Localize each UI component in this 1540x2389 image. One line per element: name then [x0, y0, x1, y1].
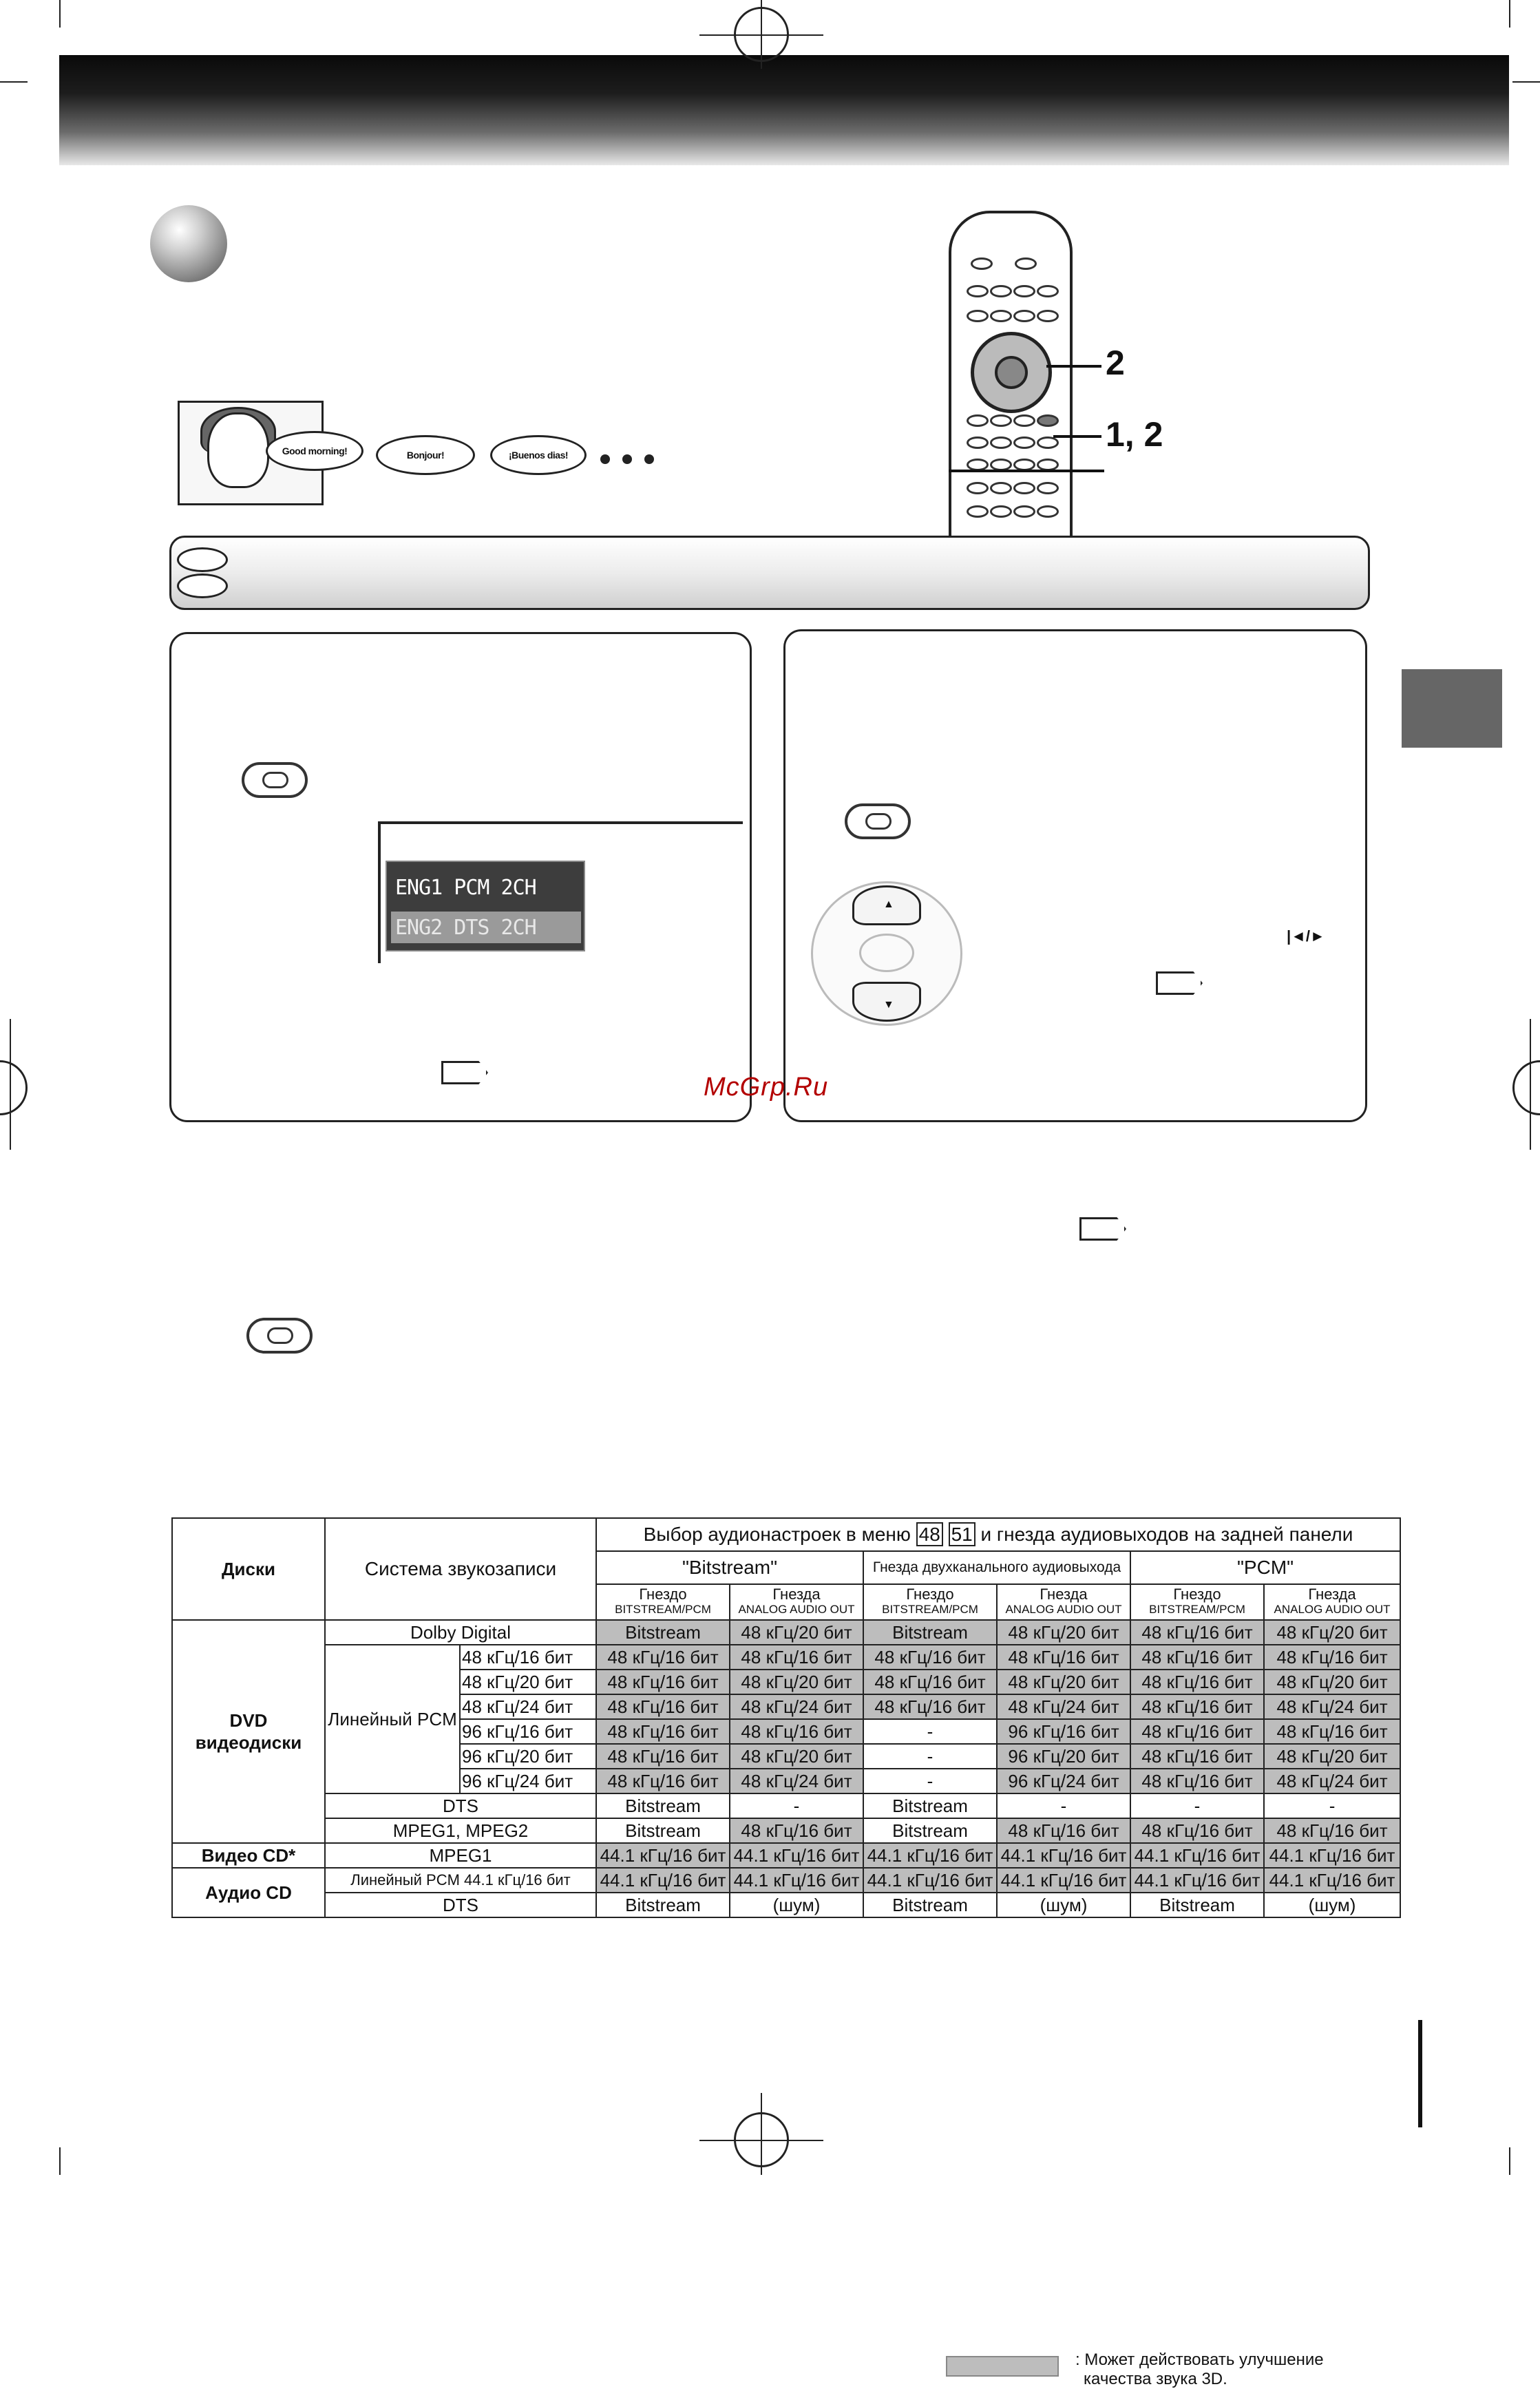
jack-header	[1130, 1584, 1264, 1620]
row-group-dvd: DVD видеодиски	[172, 1620, 325, 1843]
table-cell: 48 кГц/20 бит	[1264, 1744, 1400, 1769]
crop-mark	[59, 0, 61, 28]
screen-frame-line	[378, 821, 743, 824]
table-cell: 48 кГц/16 бит	[730, 1818, 863, 1843]
header-system: Система звукозаписи	[325, 1518, 596, 1620]
jack-label: Гнезда	[772, 1586, 821, 1603]
table-cell: 48 кГц/16 бит	[1130, 1769, 1264, 1793]
registration-line	[1530, 1019, 1531, 1150]
remote-enter-button	[995, 356, 1028, 389]
jack-sub: ANALOG AUDIO OUT	[738, 1603, 855, 1616]
disc-type-icon	[177, 547, 228, 572]
crop-mark	[59, 2147, 61, 2175]
audio-button-icon	[246, 1318, 313, 1354]
table-cell: 48 кГц/20 бит	[730, 1670, 863, 1694]
remote-button	[1015, 257, 1037, 270]
crop-mark	[1509, 0, 1510, 28]
down-arrow-button: ▼	[852, 982, 921, 1022]
remote-button	[971, 257, 993, 270]
jack-label: Гнезда	[1308, 1586, 1356, 1603]
table-cell: 48 кГц/24 бит	[1264, 1694, 1400, 1719]
table-cell: 48 кГц/20 бит	[997, 1670, 1130, 1694]
jack-sub: ANALOG AUDIO OUT	[1005, 1603, 1122, 1616]
table-cell: 44.1 кГц/16 бит	[1264, 1843, 1400, 1868]
group-pcm: "PCM"	[1130, 1551, 1400, 1584]
remote-button	[1037, 482, 1059, 494]
table-cell: Bitstream	[596, 1793, 730, 1818]
subsystem-cell: 96 кГц/16 бит	[460, 1719, 596, 1744]
remote-button	[967, 482, 989, 494]
up-arrow-button: ▲	[852, 885, 921, 925]
registration-line	[761, 2093, 762, 2175]
remote-button	[1013, 436, 1035, 449]
table-cell: 48 кГц/16 бит	[863, 1670, 997, 1694]
table-cell: Bitstream	[596, 1620, 730, 1645]
table-cell: 48 кГц/16 бит	[596, 1744, 730, 1769]
speech-bubble: Good morning!	[266, 431, 363, 471]
table-cell: Bitstream	[863, 1818, 997, 1843]
table-cell: Bitstream	[863, 1793, 997, 1818]
table-cell: (шум)	[1264, 1893, 1400, 1917]
crop-mark	[1512, 81, 1540, 83]
subsystem-cell: 96 кГц/24 бит	[460, 1769, 596, 1793]
remote-button	[990, 310, 1012, 322]
table-cell: 48 кГц/16 бит	[997, 1818, 1130, 1843]
table-cell: Bitstream	[596, 1818, 730, 1843]
table-cell: 48 кГц/16 бит	[1130, 1818, 1264, 1843]
remote-button	[990, 505, 1012, 518]
header-setup-text: Выбор аудионастроек в меню	[643, 1524, 911, 1545]
callout-line	[1053, 435, 1101, 438]
table-cell: Bitstream	[863, 1893, 997, 1917]
remote-control-icon	[949, 211, 1073, 541]
remote-button	[990, 285, 1012, 297]
table-cell: -	[863, 1769, 997, 1793]
table-cell: 48 кГц/16 бит	[1130, 1744, 1264, 1769]
jack-header	[596, 1584, 730, 1620]
osd-audio-display	[386, 861, 585, 951]
jack-header	[997, 1584, 1130, 1620]
legend-swatch	[946, 2356, 1059, 2377]
table-cell: 48 кГц/16 бит	[596, 1769, 730, 1793]
crop-mark	[1509, 2147, 1510, 2175]
table-cell: -	[1130, 1793, 1264, 1818]
crop-mark	[0, 81, 28, 83]
jack-label: Гнездо	[639, 1586, 687, 1603]
table-cell: 48 кГц/16 бит	[863, 1694, 997, 1719]
callout-label-1-2: 1, 2	[1106, 415, 1163, 454]
table-cell: 48 кГц/16 бит	[596, 1670, 730, 1694]
table-cell: 44.1 кГц/16 бит	[730, 1843, 863, 1868]
registration-mark-right	[1512, 1060, 1540, 1115]
remote-button	[1013, 505, 1035, 518]
page-reference-icon	[1079, 1217, 1126, 1241]
table-cell: 44.1 кГц/16 бит	[863, 1868, 997, 1893]
screen-frame-line	[378, 821, 381, 963]
callout-line	[1046, 365, 1101, 368]
system-cell: MPEG1, MPEG2	[325, 1818, 596, 1843]
table-cell: 44.1 кГц/16 бит	[1264, 1868, 1400, 1893]
system-cell: DTS	[325, 1793, 596, 1818]
table-cell: 48 кГц/16 бит	[997, 1645, 1130, 1670]
remote-button	[967, 414, 989, 427]
row-group-videocd: Видео CD*	[172, 1843, 325, 1868]
subsystem-cell: 96 кГц/20 бит	[460, 1744, 596, 1769]
remote-button	[1013, 414, 1035, 427]
table-cell: 44.1 кГц/16 бит	[863, 1843, 997, 1868]
table-cell: 96 кГц/16 бит	[997, 1719, 1130, 1744]
jack-sub: BITSTREAM/PCM	[882, 1603, 978, 1616]
table-cell: 48 кГц/16 бит	[863, 1645, 997, 1670]
section-bullet-icon	[150, 205, 227, 282]
table-cell: 48 кГц/16 бит	[730, 1645, 863, 1670]
system-cell: Линейный PCM 44.1 кГц/16 бит	[325, 1868, 596, 1893]
table-cell: 48 кГц/24 бит	[730, 1769, 863, 1793]
table-cell: 48 кГц/20 бит	[730, 1744, 863, 1769]
table-cell: Bitstream	[863, 1620, 997, 1645]
legend-line: качества звука 3D.	[1084, 2370, 1227, 2388]
table-cell: 48 кГц/24 бит	[997, 1694, 1130, 1719]
remote-button	[967, 310, 989, 322]
table-cell: 48 кГц/16 бит	[1130, 1670, 1264, 1694]
table-cell: 48 кГц/20 бит	[1264, 1620, 1400, 1645]
table-cell: -	[1264, 1793, 1400, 1818]
audio-button-icon	[242, 762, 308, 798]
page-ref-48: 48	[916, 1522, 943, 1546]
remote-button	[990, 482, 1012, 494]
header-band	[59, 55, 1509, 165]
registration-mark-left	[0, 1060, 28, 1115]
remote-button	[990, 414, 1012, 427]
subsystem-cell: 48 кГц/20 бит	[460, 1670, 596, 1694]
table-cell: 48 кГц/16 бит	[1264, 1719, 1400, 1744]
table-cell: 44.1 кГц/16 бит	[1130, 1843, 1264, 1868]
watermark: McGrp.Ru	[704, 1073, 829, 1102]
table-cell: (шум)	[730, 1893, 863, 1917]
header-discs: Диски	[172, 1518, 325, 1620]
table-cell: 96 кГц/24 бит	[997, 1769, 1130, 1793]
person-face	[207, 412, 269, 488]
group-2ch: Гнезда двухканального аудиовыхода	[863, 1551, 1130, 1584]
remote-button	[1037, 310, 1059, 322]
page-ref-51: 51	[949, 1522, 975, 1546]
page-reference-icon	[1156, 971, 1203, 995]
remote-button	[1037, 436, 1059, 449]
remote-button	[990, 436, 1012, 449]
table-cell: 48 кГц/16 бит	[1130, 1620, 1264, 1645]
jack-sub: BITSTREAM/PCM	[615, 1603, 711, 1616]
table-cell: 44.1 кГц/16 бит	[997, 1843, 1130, 1868]
page-reference-icon	[441, 1061, 488, 1084]
jack-label: Гнезда	[1040, 1586, 1088, 1603]
table-cell: 48 кГц/16 бит	[1130, 1719, 1264, 1744]
table-cell: -	[997, 1793, 1130, 1818]
row-group-audiocd: Аудио CD	[172, 1868, 325, 1917]
remote-button	[967, 505, 989, 518]
skip-arrows-icon: |◄/►	[1287, 927, 1325, 945]
jack-header	[730, 1584, 863, 1620]
system-cell: DTS	[325, 1893, 596, 1917]
registration-line	[761, 0, 762, 69]
remote-button	[1013, 482, 1035, 494]
jack-header	[1264, 1584, 1400, 1620]
table-cell: 48 кГц/16 бит	[596, 1719, 730, 1744]
table-cell: -	[863, 1744, 997, 1769]
subsystem-cell: 48 кГц/24 бит	[460, 1694, 596, 1719]
subsystem-cell: 48 кГц/16 бит	[460, 1645, 596, 1670]
table-cell: (шум)	[997, 1893, 1130, 1917]
group-bitstream: "Bitstream"	[596, 1551, 863, 1584]
ellipsis-dot	[622, 454, 632, 464]
table-cell: -	[730, 1793, 863, 1818]
system-cell: MPEG1	[325, 1843, 596, 1868]
table-cell: 48 кГц/16 бит	[1130, 1694, 1264, 1719]
registration-line	[10, 1019, 11, 1150]
direction-pad-icon	[811, 881, 962, 1026]
remote-button	[1037, 285, 1059, 297]
remote-button	[967, 436, 989, 449]
audio-output-table	[171, 1517, 1400, 1918]
table-cell: 48 кГц/24 бит	[1264, 1769, 1400, 1793]
ellipsis-dot	[600, 454, 610, 464]
table-cell: 44.1 кГц/16 бит	[596, 1843, 730, 1868]
enter-button-outline	[859, 934, 914, 972]
page-number-bar	[1418, 2020, 1422, 2127]
table-cell: 96 кГц/20 бит	[997, 1744, 1130, 1769]
disc-type-icon	[177, 573, 228, 598]
table-cell: -	[863, 1719, 997, 1744]
table-cell: 48 кГц/16 бит	[1264, 1645, 1400, 1670]
table-cell: 48 кГц/20 бит	[1264, 1670, 1400, 1694]
remote-navigation-ring	[971, 332, 1052, 413]
jack-header	[863, 1584, 997, 1620]
table-cell: 44.1 кГц/16 бит	[730, 1868, 863, 1893]
table-cell: 48 кГц/20 бит	[730, 1620, 863, 1645]
speech-bubble: Bonjour!	[376, 435, 475, 475]
audio-button-icon	[845, 803, 911, 839]
osd-current-audio: ENG1 PCM 2CH	[395, 876, 536, 900]
table-cell: 48 кГц/16 бит	[596, 1694, 730, 1719]
remote-button	[1037, 505, 1059, 518]
table-cell: Bitstream	[596, 1893, 730, 1917]
remote-button	[1013, 310, 1035, 322]
table-cell: 44.1 кГц/16 бит	[1130, 1868, 1264, 1893]
callout-label-2: 2	[1106, 344, 1125, 382]
row-group-lpcm: Линейный PCM	[325, 1645, 460, 1793]
legend-text	[1075, 2350, 1324, 2389]
table-cell: 44.1 кГц/16 бит	[997, 1868, 1130, 1893]
speech-bubble: ¡Buenos dias!	[490, 435, 587, 475]
table-cell: 48 кГц/16 бит	[1264, 1818, 1400, 1843]
table-cell: Bitstream	[1130, 1893, 1264, 1917]
jack-sub: BITSTREAM/PCM	[1149, 1603, 1245, 1616]
section-title-bar	[169, 536, 1370, 610]
jack-label: Гнездо	[906, 1586, 954, 1603]
header-setup-text: и гнезда аудиовыходов на задней панели	[980, 1524, 1353, 1545]
table-cell: 44.1 кГц/16 бит	[596, 1868, 730, 1893]
chapter-tab	[1402, 669, 1502, 748]
table-cell: 48 кГц/20 бит	[997, 1620, 1130, 1645]
remote-audio-button	[1037, 414, 1059, 427]
table-cell: 48 кГц/16 бит	[730, 1719, 863, 1744]
table-cell: 48 кГц/16 бит	[1130, 1645, 1264, 1670]
jack-sub: ANALOG AUDIO OUT	[1274, 1603, 1391, 1616]
osd-next-audio: ENG2 DTS 2CH	[395, 916, 536, 940]
table-cell: 48 кГц/24 бит	[730, 1694, 863, 1719]
remote-button	[967, 285, 989, 297]
right-instruction-panel	[783, 629, 1367, 1122]
callout-line	[949, 470, 1104, 472]
header-setup	[596, 1518, 1400, 1551]
table-cell: 48 кГц/16 бит	[596, 1645, 730, 1670]
remote-button	[1013, 285, 1035, 297]
system-cell: Dolby Digital	[325, 1620, 596, 1645]
jack-label: Гнездо	[1173, 1586, 1221, 1603]
ellipsis-dot	[644, 454, 654, 464]
legend-line: : Может действовать улучшение	[1075, 2350, 1324, 2369]
